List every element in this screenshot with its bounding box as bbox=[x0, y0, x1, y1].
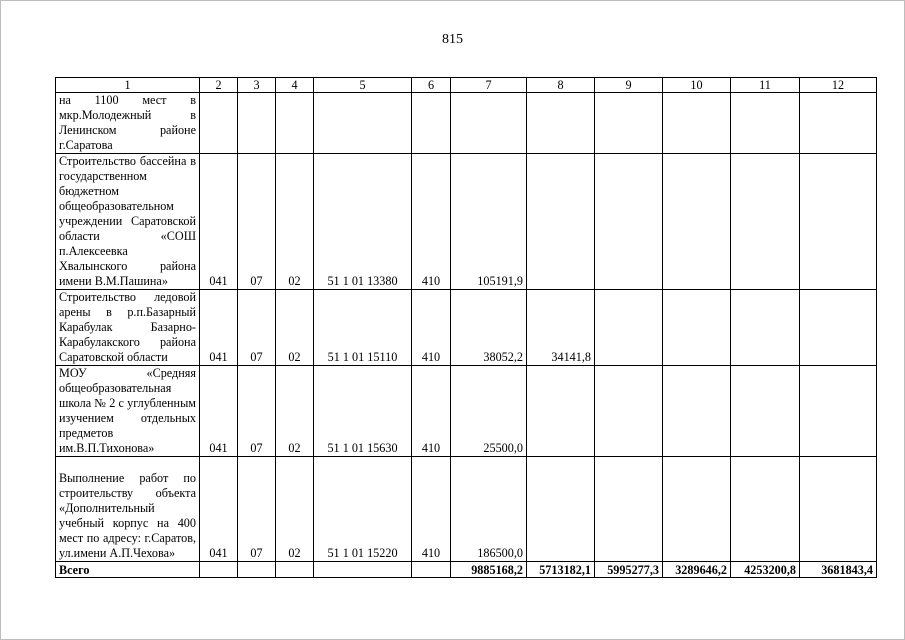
row-description: Строительство бассейна в государственном бюджетном общеобразовательном учреждении Саратовской области «СОШ п.Алексеевка Хвалынского района имени В.М.Пашина» bbox=[56, 154, 200, 290]
cell-subsection: 02 bbox=[276, 366, 314, 457]
cell-expense-type: 410 bbox=[412, 154, 451, 290]
row-description: Строительство ледовой арены в р.п.Базарный Карабулак Базарно-Карабулакского района Саратовской области bbox=[56, 290, 200, 366]
cell-ministry: 041 bbox=[200, 457, 238, 562]
column-header: 3 bbox=[238, 78, 276, 93]
table-row bbox=[56, 366, 877, 457]
total-value: 3289646,2 bbox=[663, 562, 731, 578]
cell-ministry: 041 bbox=[200, 154, 238, 290]
row-description: на 1100 мест в мкр.Молодежный в Ленинском районе г.Саратова bbox=[56, 93, 200, 154]
cell-value bbox=[800, 457, 877, 562]
cell-value bbox=[800, 290, 877, 366]
cell-value bbox=[527, 154, 595, 290]
cell-value bbox=[663, 93, 731, 154]
budget-table bbox=[55, 77, 877, 578]
cell-value bbox=[731, 457, 800, 562]
page-number: 815 bbox=[442, 32, 463, 47]
column-header: 1 bbox=[56, 78, 200, 93]
cell-value bbox=[800, 154, 877, 290]
cell-target-code: 51 1 01 15630 bbox=[314, 366, 412, 457]
cell-expense-type: 410 bbox=[412, 290, 451, 366]
cell-value bbox=[595, 457, 663, 562]
cell-value bbox=[595, 290, 663, 366]
cell-value bbox=[595, 93, 663, 154]
total-empty-cell bbox=[200, 562, 238, 578]
column-header: 8 bbox=[527, 78, 595, 93]
cell-value bbox=[800, 93, 877, 154]
total-label: Всего bbox=[56, 562, 200, 578]
cell-subsection bbox=[276, 93, 314, 154]
cell-expense-type bbox=[412, 93, 451, 154]
cell-value bbox=[663, 457, 731, 562]
cell-value: 34141,8 bbox=[527, 290, 595, 366]
total-value: 9885168,2 bbox=[451, 562, 527, 578]
total-empty-cell bbox=[412, 562, 451, 578]
row-description: МОУ «Средняя общеобразовательная школа № 2 с углубленным изучением отдельных предметов им.В.П.Тихонова» bbox=[56, 366, 200, 457]
cell-target-code bbox=[314, 93, 412, 154]
column-header: 4 bbox=[276, 78, 314, 93]
cell-subsection: 02 bbox=[276, 290, 314, 366]
cell-value bbox=[527, 366, 595, 457]
total-empty-cell bbox=[238, 562, 276, 578]
cell-value: 38052,2 bbox=[451, 290, 527, 366]
table-row bbox=[56, 154, 877, 290]
column-header: 10 bbox=[663, 78, 731, 93]
column-header: 6 bbox=[412, 78, 451, 93]
row-description: Выполнение работ по строительству объекта «Дополнительный учебный корпус на 400 мест по адресу: г.Саратов, ул.имени А.П.Чехова» bbox=[56, 457, 200, 562]
cell-value bbox=[800, 366, 877, 457]
column-header: 5 bbox=[314, 78, 412, 93]
total-empty-cell bbox=[314, 562, 412, 578]
cell-value: 186500,0 bbox=[451, 457, 527, 562]
column-header: 9 bbox=[595, 78, 663, 93]
column-header: 2 bbox=[200, 78, 238, 93]
cell-ministry: 041 bbox=[200, 366, 238, 457]
cell-value bbox=[731, 366, 800, 457]
column-header: 7 bbox=[451, 78, 527, 93]
cell-value bbox=[731, 154, 800, 290]
table-row bbox=[56, 93, 877, 154]
cell-value bbox=[595, 366, 663, 457]
table-row bbox=[56, 290, 877, 366]
total-row bbox=[56, 562, 877, 578]
cell-value bbox=[663, 290, 731, 366]
cell-ministry: 041 bbox=[200, 290, 238, 366]
cell-value bbox=[731, 290, 800, 366]
cell-section: 07 bbox=[238, 366, 276, 457]
cell-target-code: 51 1 01 15110 bbox=[314, 290, 412, 366]
cell-section: 07 bbox=[238, 290, 276, 366]
table-row bbox=[56, 457, 877, 562]
cell-subsection: 02 bbox=[276, 457, 314, 562]
cell-value: 25500,0 bbox=[451, 366, 527, 457]
column-header: 12 bbox=[800, 78, 877, 93]
total-value: 3681843,4 bbox=[800, 562, 877, 578]
total-empty-cell bbox=[276, 562, 314, 578]
cell-value bbox=[527, 457, 595, 562]
total-value: 4253200,8 bbox=[731, 562, 800, 578]
column-header: 11 bbox=[731, 78, 800, 93]
cell-value bbox=[451, 93, 527, 154]
cell-target-code: 51 1 01 13380 bbox=[314, 154, 412, 290]
total-value: 5713182,1 bbox=[527, 562, 595, 578]
cell-expense-type: 410 bbox=[412, 366, 451, 457]
cell-section: 07 bbox=[238, 154, 276, 290]
cell-value bbox=[663, 366, 731, 457]
cell-section: 07 bbox=[238, 457, 276, 562]
cell-value: 105191,9 bbox=[451, 154, 527, 290]
cell-value bbox=[527, 93, 595, 154]
header-row bbox=[56, 78, 877, 93]
total-value: 5995277,3 bbox=[595, 562, 663, 578]
cell-value bbox=[595, 154, 663, 290]
cell-subsection: 02 bbox=[276, 154, 314, 290]
cell-value bbox=[663, 154, 731, 290]
cell-target-code: 51 1 01 15220 bbox=[314, 457, 412, 562]
cell-expense-type: 410 bbox=[412, 457, 451, 562]
cell-ministry bbox=[200, 93, 238, 154]
cell-section bbox=[238, 93, 276, 154]
cell-value bbox=[731, 93, 800, 154]
